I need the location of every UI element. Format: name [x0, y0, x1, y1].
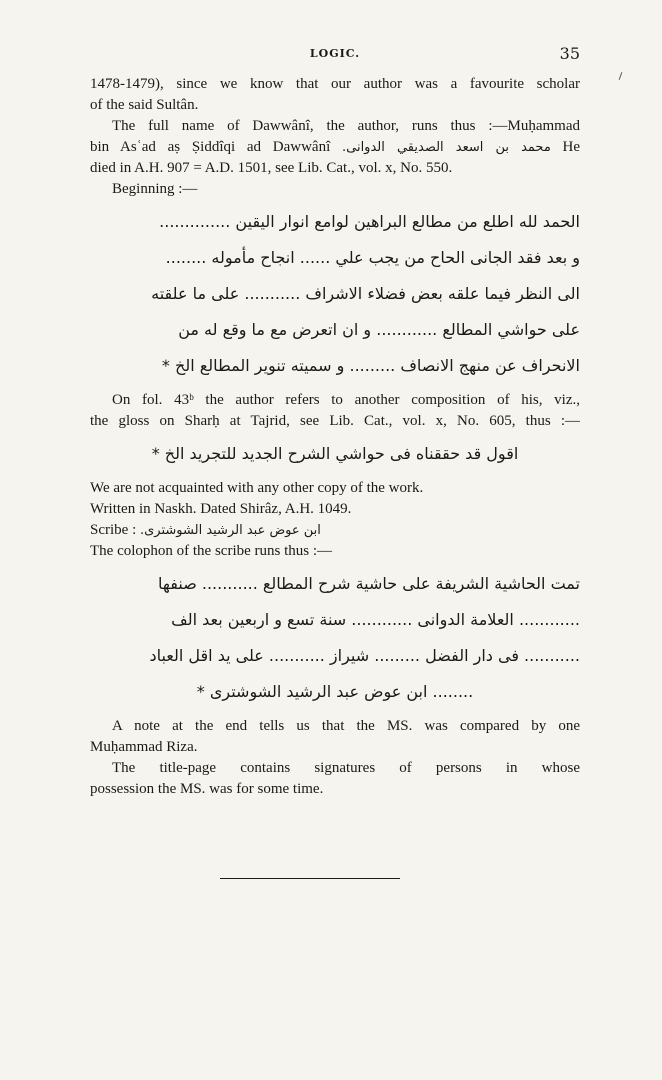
arabic-line: ........... فی دار الفضل ......... شيراز ........... علی يد اقل العباد — [149, 646, 580, 665]
beginning-arabic-block — [90, 204, 580, 384]
paragraph-line: We are not acquainted with any other copy of the work. — [90, 480, 424, 496]
arabic-line: ............ العلامة الدوانی ............ سنة تسع و اربعين بعد الف — [171, 610, 580, 629]
arabic-line: علی حواشي المطالع ............ و ان اتعرض مع ما وقع له من — [178, 320, 580, 339]
paragraph-line: On fol. 43ᵇ the author refers to another composition of his, viz., — [112, 392, 580, 408]
author-name-latin: bin Asʿad aṣ Ṣiddîqi ad Dawwânî — [90, 139, 331, 155]
arabic-line: و بعد فقد الجانی الحاح من يجب علي ...... انجاح مأموله ........ — [165, 248, 580, 267]
page-header — [90, 44, 580, 64]
paragraph-line-with-arabic — [90, 137, 580, 158]
section-divider — [220, 878, 400, 879]
beginning-label: Beginning :— — [112, 181, 198, 197]
arabic-line: تمت الحاشية الشريفة علی حاشية شرح المطالع ........... صنفها — [158, 574, 580, 593]
arabic-line: الانحراف عن منهج الانصاف ......... و سميته تنوير المطالع الخ * — [161, 356, 580, 375]
paragraph-line: Written in Naskh. Dated Shirâz, A.H. 1049. — [90, 501, 352, 517]
arabic-line: الی النظر فيما علقه بعض فضلاء الاشراف ........... علی ما علقته — [151, 284, 580, 303]
line-continuation: He — [562, 139, 580, 155]
paragraph-line: The title-page contains signatures of persons in whose — [112, 760, 580, 776]
scribe-name-arabic: ابن عوض عبد الرشيد الشوشتری. — [140, 523, 321, 538]
paragraph-line: of the said Sultân. — [90, 97, 199, 113]
arabic-line: الحمد لله اطلع من مطالع البراهين لوامع انوار اليقين .............. — [159, 212, 580, 231]
running-head: LOGIC. — [309, 47, 361, 60]
page-body — [90, 74, 580, 800]
colophon-arabic-block — [90, 566, 580, 710]
paragraph-line: The full name of Dawwânî, the author, runs thus :—Muḥammad — [112, 118, 580, 134]
paragraph-line: Muḥammad Riza. — [90, 739, 198, 755]
paragraph-line: died in A.H. 907 = A.D. 1501, see Lib. Cat., vol. x, No. 550. — [90, 160, 453, 176]
scribe-label: Scribe : — [90, 522, 137, 538]
quote-arabic: اقول قد حققناه فی حواشي الشرح الجديد للتجريد الخ * — [151, 444, 519, 463]
scribe-line — [90, 520, 580, 541]
paragraph-line: possession the MS. was for some time. — [90, 781, 324, 797]
paragraph-line: The colophon of the scribe runs thus :— — [90, 543, 333, 559]
paragraph-line: 1478-1479), since we know that our author was a favourite scholar — [90, 76, 580, 92]
margin-mark — [619, 72, 623, 80]
author-name-arabic: محمد بن اسعد الصديقي الدوانی. — [341, 140, 551, 155]
paragraph-line: A note at the end tells us that the MS. was compared by one — [112, 718, 580, 734]
paragraph-line: the gloss on Sharḥ at Tajrid, see Lib. Cat., vol. x, No. 605, thus :— — [90, 413, 580, 429]
page-number: 35 — [559, 44, 580, 63]
arabic-line: ........ ابن عوض عبد الرشيد الشوشتری * — [196, 682, 474, 701]
